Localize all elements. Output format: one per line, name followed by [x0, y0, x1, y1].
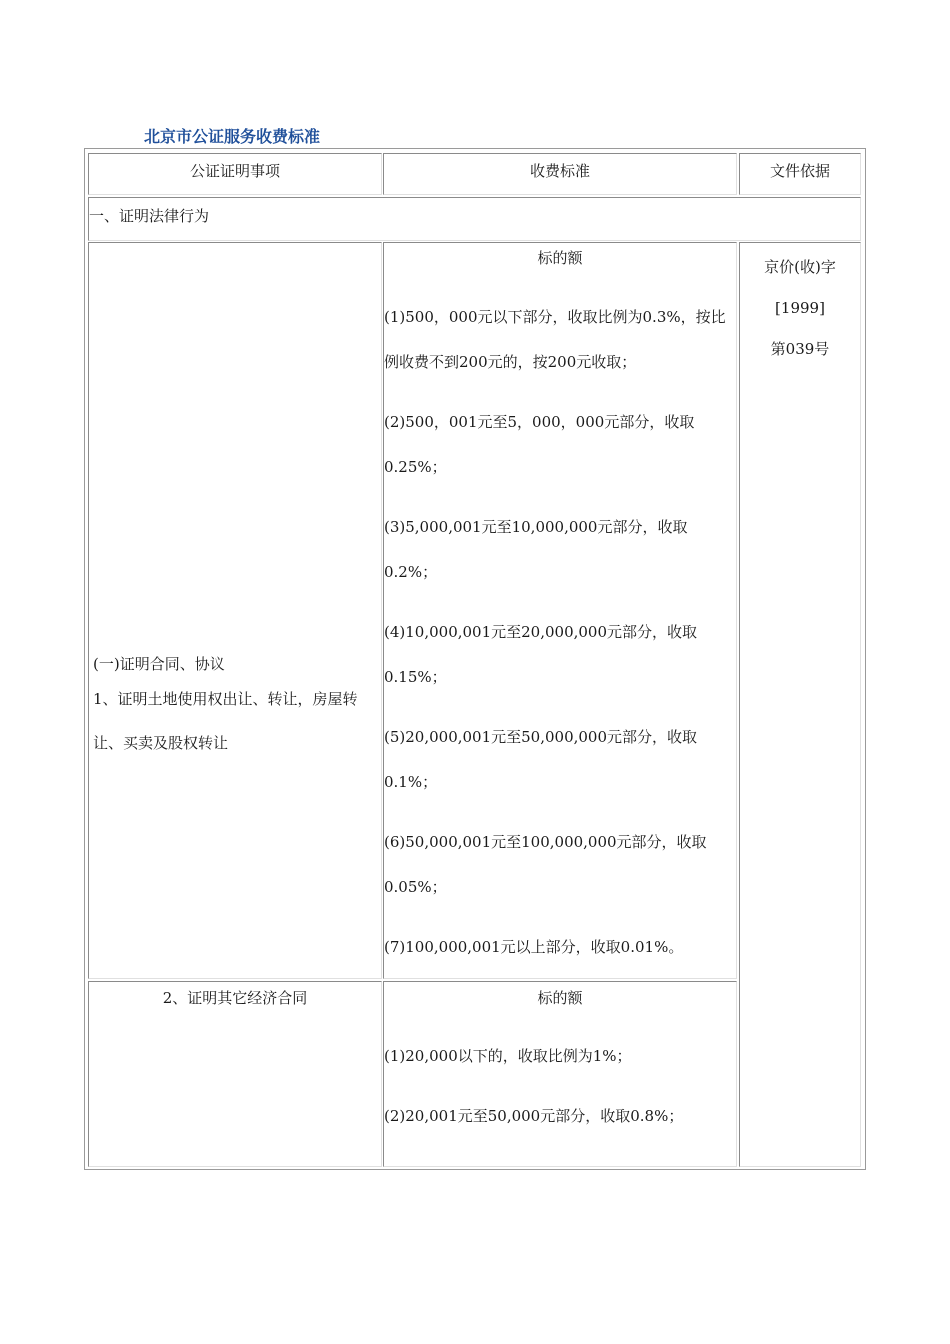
header-fee-cell — [383, 153, 737, 195]
fee-item: (7)100,000,001元以上部分，收取0.01%。 — [384, 938, 684, 956]
fee-item: (2)20,001元至50,000元部分，收取0.8%； — [384, 1107, 684, 1125]
fee-item: (1)20,000以下的，收取比例为1%； — [384, 1047, 632, 1065]
fee-item: (1)500，000元以下部分，收取比例为0.3%，按比例收费不到200元的，按200元收取； — [384, 308, 726, 371]
section-cell — [88, 197, 861, 241]
row2-fee-cell — [383, 981, 737, 1167]
fee-table — [84, 148, 866, 1170]
fee-item: (2)500，001元至5，000，000元部分，收取0.25%； — [384, 413, 695, 476]
row1-subject-line1: (一)证明合同、协议 — [93, 655, 225, 673]
row1-subject-cell — [88, 242, 382, 979]
fee-item: (5)20,000,001元至50,000,000元部分，收取0.1%； — [384, 728, 698, 791]
header-fee: 收费标准 — [529, 162, 590, 180]
row1-fee-list — [384, 295, 736, 970]
fee-item: (6)50,000,001元至100,000,000元部分，收取0.05%； — [384, 833, 707, 896]
row2-subject-cell — [88, 981, 382, 1167]
row1-fee-cell — [383, 242, 737, 979]
basis-cell — [739, 242, 861, 1167]
row2-fee-heading: 标的额 — [537, 989, 583, 1007]
header-basis: 文件依据 — [769, 162, 830, 180]
header-matter: 公证证明事项 — [189, 162, 280, 180]
row2-subject: 2、证明其它经济合同 — [162, 989, 308, 1007]
header-basis-cell — [739, 153, 861, 195]
row1-subject-line2: 1、证明土地使用权出让、转让，房屋转让、买卖及股权转让 — [93, 690, 358, 752]
basis-line3: 第039号 — [770, 340, 830, 358]
section-label: 一、证明法律行为 — [89, 207, 210, 225]
header-matter-cell — [88, 153, 382, 195]
basis-line1: 京价(收)字 — [764, 258, 836, 276]
page-title: 北京市公证服务收费标准 — [144, 127, 321, 146]
row1-fee-heading: 标的额 — [537, 249, 583, 267]
fee-item: (3)5,000,001元至10,000,000元部分，收取0.2%； — [384, 518, 688, 581]
row2-fee-list — [384, 1034, 736, 1139]
basis-line2: [1999] — [775, 299, 825, 317]
fee-item: (4)10,000,001元至20,000,000元部分，收取0.15%； — [384, 623, 698, 686]
